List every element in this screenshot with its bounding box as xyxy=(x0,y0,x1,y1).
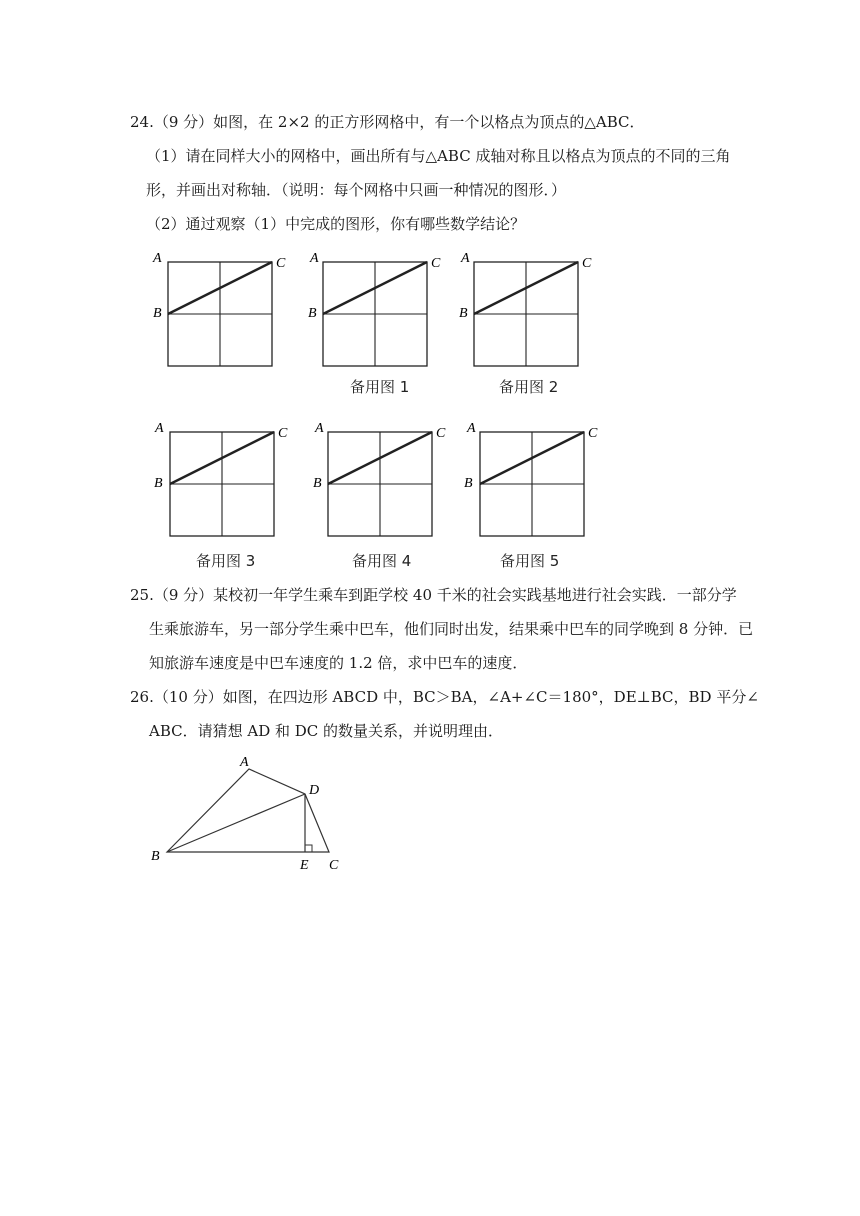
grid-figure-spare-2 xyxy=(456,250,592,385)
q24-part1-line2: 形，并画出对称轴．（说明：每个网格中只画一种情况的图形．） xyxy=(146,181,567,199)
caption-spare-2: 备用图 2 xyxy=(499,378,559,396)
q26-line1: 26.（10 分）如图，在四边形 ABCD 中，BC＞BA，∠A+∠C＝180°，DE⊥BC，BD 平分∠ xyxy=(130,688,759,706)
label-B: B xyxy=(308,306,317,321)
label-E: E xyxy=(300,858,309,873)
quadrilateral-figure xyxy=(145,752,360,877)
label-B: B xyxy=(151,849,160,864)
grid-figure-spare-4 xyxy=(310,420,446,555)
caption-spare-1: 备用图 1 xyxy=(350,378,410,396)
label-B: B xyxy=(313,476,322,491)
label-C: C xyxy=(329,858,339,873)
q25-line3: 知旅游车速度是中巴车速度的 1.2 倍，求中巴车的速度． xyxy=(149,654,528,672)
q24-part2: （2）通过观察（1）中完成的图形，你有哪些数学结论？ xyxy=(146,215,526,233)
label-A: A xyxy=(153,251,162,266)
label-A: A xyxy=(467,421,476,436)
label-C: C xyxy=(278,426,288,441)
label-B: B xyxy=(459,306,468,321)
label-C: C xyxy=(276,256,286,271)
grid-figure-main xyxy=(150,250,286,385)
label-C: C xyxy=(431,256,441,271)
label-B: B xyxy=(464,476,473,491)
label-A: A xyxy=(461,251,470,266)
q25-line1: 25.（9 分）某校初一年学生乘车到距学校 40 千米的社会实践基地进行社会实践．一部分学 xyxy=(130,586,737,604)
grid-figure-spare-3 xyxy=(152,420,288,555)
label-B: B xyxy=(154,476,163,491)
q25-line2: 生乘旅游车，另一部分学生乘中巴车，他们同时出发，结果乘中巴车的同学晚到 8 分钟．已 xyxy=(149,620,754,638)
grid-figure-spare-5 xyxy=(462,420,598,555)
label-A: A xyxy=(155,421,164,436)
label-C: C xyxy=(436,426,446,441)
label-C: C xyxy=(582,256,592,271)
caption-spare-4: 备用图 4 xyxy=(352,552,412,570)
caption-spare-5: 备用图 5 xyxy=(500,552,560,570)
label-B: B xyxy=(153,306,162,321)
q24-stem: 24.（9 分）如图，在 2×2 的正方形网格中，有一个以格点为顶点的△ABC． xyxy=(130,113,645,131)
label-C: C xyxy=(588,426,598,441)
q24-part1-line1: （1）请在同样大小的网格中，画出所有与△ABC 成轴对称且以格点为顶点的不同的三角 xyxy=(146,147,731,165)
label-A: A xyxy=(310,251,319,266)
label-D: D xyxy=(309,783,320,798)
grid-figure-spare-1 xyxy=(305,250,441,385)
caption-spare-3: 备用图 3 xyxy=(196,552,256,570)
label-A: A xyxy=(240,755,249,770)
label-A: A xyxy=(315,421,324,436)
q26-line2: ABC．请猜想 AD 和 DC 的数量关系，并说明理由． xyxy=(149,722,504,740)
